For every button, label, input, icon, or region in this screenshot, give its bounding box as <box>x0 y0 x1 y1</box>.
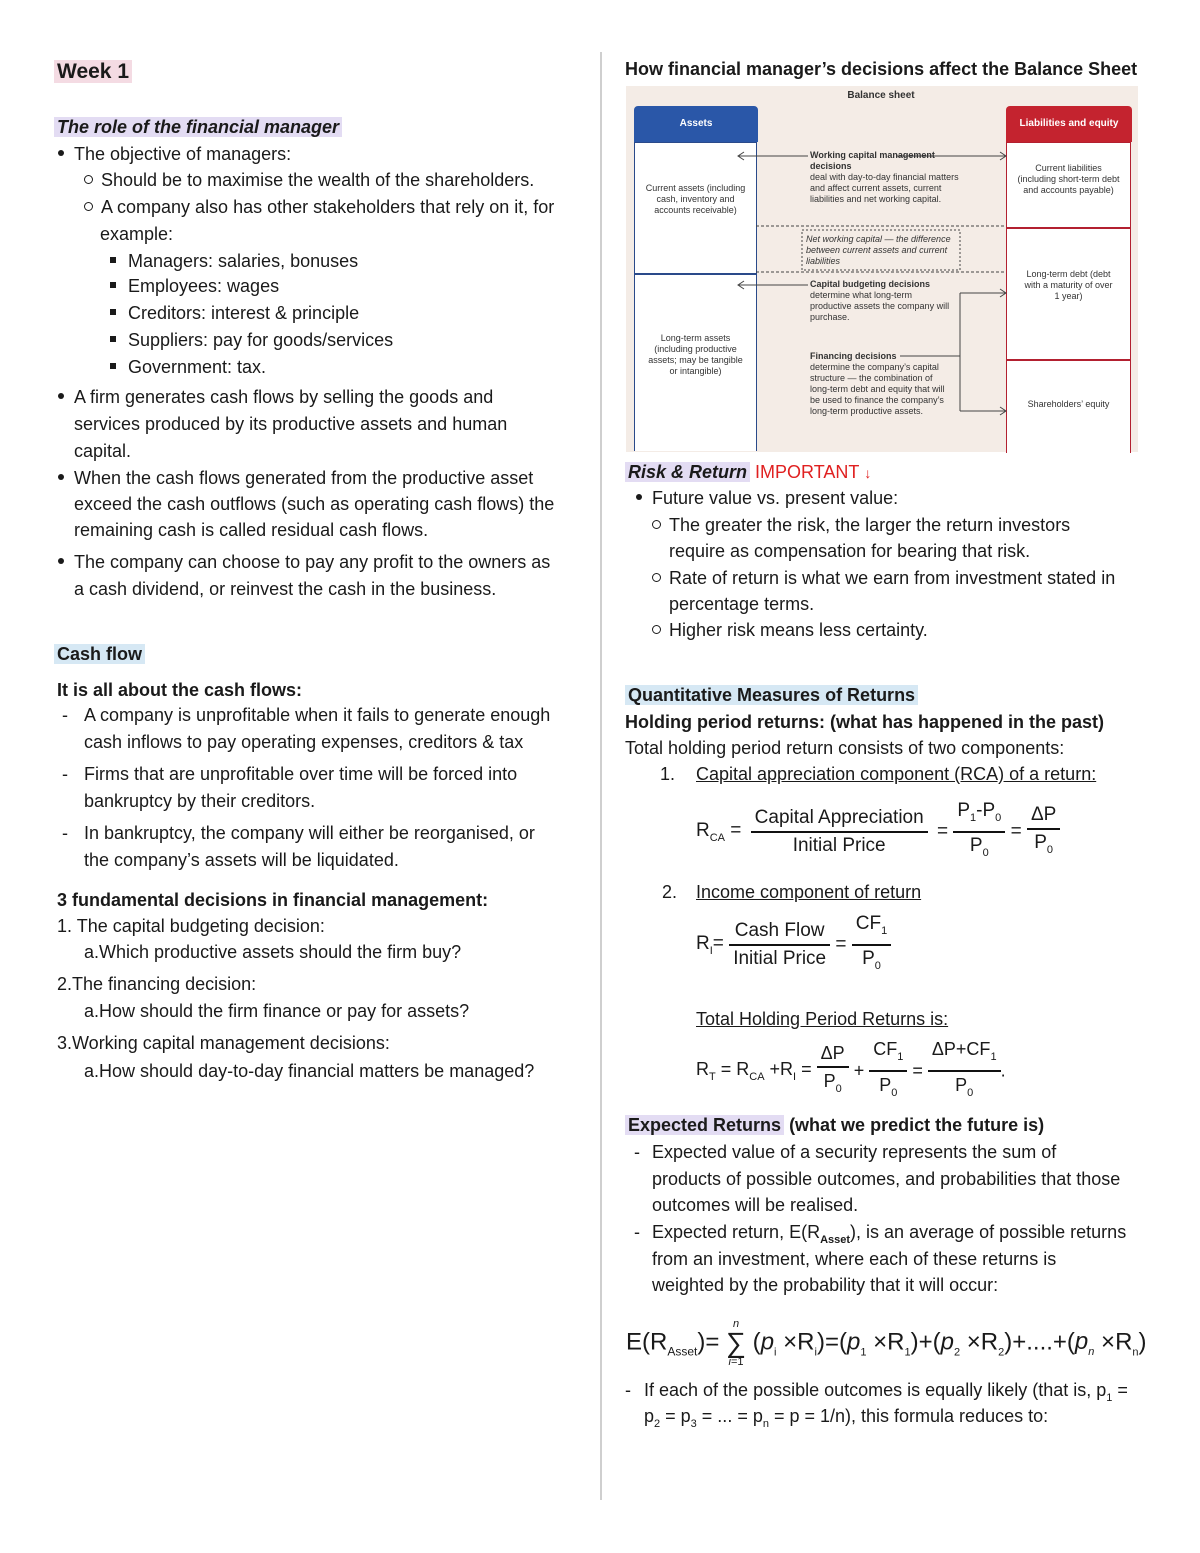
dash-item-text: outcomes will be realised. <box>652 1195 859 1215</box>
column-divider <box>600 52 602 1500</box>
list-item-cont: exceed the cash outflows (such as operating cash flows) the <box>74 494 555 514</box>
list-item: The greater the risk, the larger the return investors <box>652 512 1070 538</box>
balance-sheet-heading: How financial manager’s decisions affect the Balance Sheet <box>625 59 1138 79</box>
list-item: Higher risk means less certainty. <box>652 617 928 643</box>
dash-item-text: the company’s assets will be liquidated. <box>84 850 399 870</box>
dash-item-text: cash inflows to pay operating expenses, creditors & tax <box>84 732 524 752</box>
stakeholder-item: Managers: salaries, bonuses <box>110 248 358 274</box>
list-item-cont: require as compensation for bearing that risk. <box>669 541 1031 561</box>
stakeholder-item: Suppliers: pay for goods/services <box>110 327 393 353</box>
list-item-cont: remaining cash is called residual cash flows. <box>74 520 429 540</box>
decision-item: 3.Working capital management decisions: <box>57 1033 390 1053</box>
working-capital-text: Working capital management decisions deal with day-to-day financial matters and affect current assets, current liabilities and net working capital. <box>810 150 959 204</box>
component-label: Capital appreciation component (RCA) of a return: <box>696 764 1097 784</box>
list-item-cont: a cash dividend, or reinvest the cash in the business. <box>74 579 497 599</box>
list-item: Should be to maximise the wealth of the shareholders. <box>84 167 534 193</box>
decision-item: 1. The capital budgeting decision: <box>57 916 325 936</box>
equity-box: Shareholders’ equity <box>1006 360 1131 453</box>
list-item-cont: percentage terms. <box>669 594 815 614</box>
dash-item-text: $p_2 = p_3$ = ... = $p_n = p = 1/n$), this formula reduces to: <box>644 1406 1049 1430</box>
balance-sheet-diagram <box>626 86 1138 452</box>
net-working-capital-text: Net working capital — the difference between current assets and current liabilities <box>806 234 951 266</box>
list-item-cont: example: <box>100 224 174 244</box>
list-item-cont: services produced by its productive assets and human <box>74 414 508 434</box>
list-item: The objective of managers: <box>58 141 291 167</box>
current-assets-box: Current assets (including cash, inventory and accounts receivable) <box>634 142 757 274</box>
list-item: A company also has other stakeholders that rely on it, for <box>84 194 554 220</box>
dash-item-text: In bankruptcy, the company will either be reorganised, or <box>84 823 535 843</box>
dash-item-text: A company is unprofitable when it fails to generate enough <box>84 705 551 725</box>
week-title: Week 1 <box>54 58 132 86</box>
stakeholder-item: Government: tax. <box>110 354 266 380</box>
dash-item: - <box>634 1142 640 1162</box>
dash-item: - <box>634 1222 640 1242</box>
hpr-text: Total holding period return consists of two components: <box>625 738 1065 758</box>
diagram-title: Balance sheet <box>847 90 915 101</box>
dash-item: - <box>62 705 68 725</box>
dash-item-text: If each of the possible outcomes is equally likely (that is, $p_1$ = <box>644 1380 1128 1404</box>
dash-item-text: products of possible outcomes, and probabilities that those <box>652 1169 1121 1189</box>
list-item: When the cash flows generated from the productive asset <box>58 465 533 491</box>
decision-sub: a.How should the firm finance or pay for assets? <box>84 1001 470 1021</box>
rt-formula: $R_T = R_{CA} +R_I$ = $\frac{\Delta P}{P_0}$ + $\frac{CF_1}{P_0}$ = $\frac{\Delta P+CF_1}{P_0}$ . <box>696 1036 1006 1106</box>
dash-item-text: Firms that are unprofitable over time will be forced into <box>84 764 518 784</box>
stakeholder-item: Employees: wages <box>110 273 279 299</box>
assets-header: Assets <box>634 106 758 142</box>
role-heading: The role of the financial manager <box>54 114 342 140</box>
cashflow-subheading: It is all about the cash flows: <box>57 680 303 700</box>
liabilities-header: Liabilities and equity <box>1006 106 1132 142</box>
financing-text: Financing decisions determine the company’s capital structure — the combination of long-term debt and equity that will be used to finance the company’s long-term productive assets. <box>810 351 945 416</box>
decision-sub: a.Which productive assets should the firm buy? <box>84 942 462 962</box>
dash-item: - <box>62 823 68 843</box>
dash-item: - <box>625 1380 631 1400</box>
list-item: Future value vs. present value: <box>636 485 898 511</box>
ri-formula: $R_I=$ $\frac{\text{Cash Flow}}{\text{Initial Price}}$ = $\frac{CF_1}{P_0}$ <box>696 911 891 979</box>
rca-formula: $R_{CA}$ = $\frac{\text{Capital Appreciation}}{\text{Initial Price}}$ = $\frac{P_1-P_0}{P_0}$ = $\frac{\Delta P}{P_0}$ <box>696 798 1060 866</box>
long-term-assets-box: Long-term assets (including productive assets; may be tangible or intangible) <box>634 274 757 451</box>
quant-measures-heading: Quantitative Measures of Returns <box>625 682 918 708</box>
cashflow-heading: Cash flow <box>54 641 145 667</box>
hpr-heading: Holding period returns: (what has happened in the past) <box>625 712 1105 732</box>
component-label: Income component of return <box>696 882 922 902</box>
component-num: 1. <box>660 764 676 784</box>
dash-item-text: bankruptcy by their creditors. <box>84 791 316 811</box>
risk-return-heading: Risk & Return IMPORTANT ↓ <box>625 459 871 486</box>
expected-return-formula: $E(R_{Asset})=$ n ∑ i=1 $(p_i \times R_i)=(p_1 \times R_1)+(p_2 \times R_2)+....+(p_n \times R_n)$ <box>626 1318 1147 1368</box>
decision-sub: a.How should day-to-day financial matters be managed? <box>84 1061 535 1081</box>
list-item: A firm generates cash flows by selling the goods and <box>58 384 493 410</box>
list-item: Rate of return is what we earn from investment stated in <box>652 565 1115 591</box>
dash-item-text: Expected value of a security represents the sum of <box>652 1142 1057 1162</box>
long-term-debt-box: Long-term debt (debt with a maturity of over 1 year) <box>1006 228 1131 360</box>
dash-item-text: weighted by the probability that it will occur: <box>652 1275 999 1295</box>
dash-item-text: from an investment, where each of these returns is <box>652 1249 1057 1269</box>
total-hpr-label: Total Holding Period Returns is: <box>696 1009 949 1029</box>
dash-item-text: Expected return, $E(R_{Asset})$, is an average of possible returns <box>652 1222 1127 1246</box>
decisions-heading: 3 fundamental decisions in financial management: <box>57 890 489 910</box>
expected-returns-heading: Expected Returns (what we predict the future is) <box>625 1112 1044 1138</box>
current-liabilities-box: Current liabilities (including short-term debt and accounts payable) <box>1006 142 1131 228</box>
dash-item: - <box>62 764 68 784</box>
decision-item: 2.The financing decision: <box>57 974 257 994</box>
capital-budgeting-text: Capital budgeting decisions determine what long-term productive assets the company will purchase. <box>810 279 950 322</box>
list-item-cont: capital. <box>74 441 132 461</box>
component-num: 2. <box>662 882 678 902</box>
list-item: The company can choose to pay any profit to the owners as <box>58 549 550 575</box>
stakeholder-item: Creditors: interest & principle <box>110 300 359 326</box>
